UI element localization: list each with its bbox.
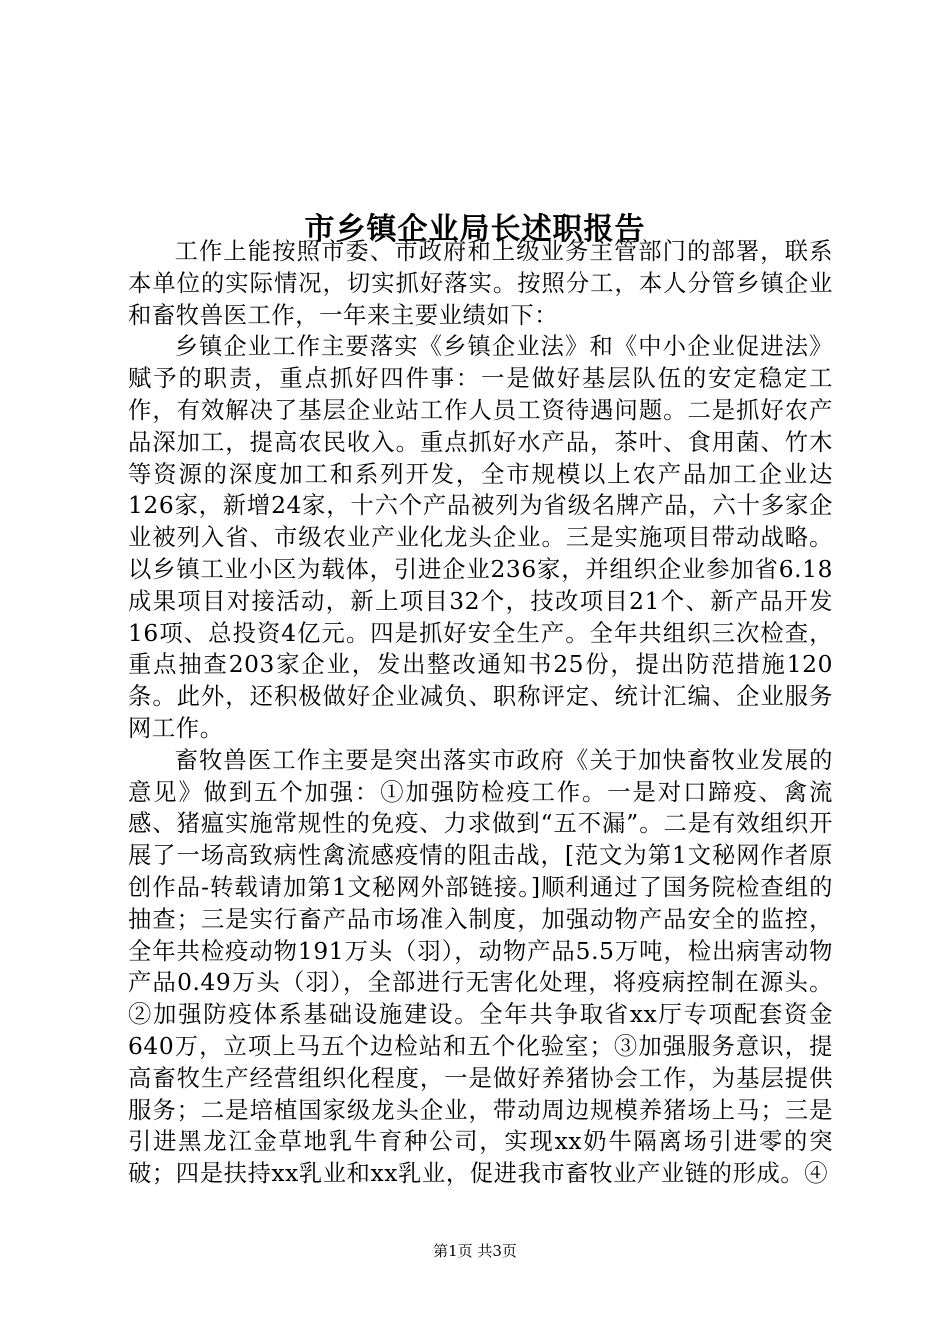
page-number-footer: 第1页 共3页 xyxy=(433,1242,517,1260)
paragraph-township-enterprise: 乡镇企业工作主要落实《乡镇企业法》和《中小企业促进法》赋予的职责，重点抓好四件事：一是做好基层队伍的安定稳定工作，有效解决了基层企业站工作人员工资待遇问题。二是抓好农产品深加工，提高农民收入。重点抓好水产品，茶叶、食用菌、竹木等资源的深度加工和系列开发，全市规模以上农产品加工企业达126家，新增24家，十六个产品被列为省级名牌产品，六十多家企业被列入省、市级农业产业化龙头企业。三是实施项目带动战略。以乡镇工业小区为载体，引进企业236家，并组织企业参加省6.18成果项目对接活动，新上项目32个，技改项目21个、新产品开发16项、总投资4亿元。四是抓好安全生产。全年共组织三次检查，重点抽查203家企业，发出整改通知书25份，提出防范措施120条。此外，还积极做好企业减负、职称评定、统计汇编、企业服务网工作。 xyxy=(128,333,833,742)
document-title: 市乡镇企业局长述职报告 xyxy=(304,212,646,248)
paragraph-intro: 工作上能按照市委、市政府和上级业务主管部门的部署，联系本单位的实际情况，切实抓好落实。按照分工，本人分管乡镇企业和畜牧兽医工作，一年来主要业绩如下： xyxy=(128,238,833,329)
document-body xyxy=(128,236,833,1190)
paragraph-animal-husbandry: 畜牧兽医工作主要是突出落实市政府《关于加快畜牧业发展的意见》做到五个加强：①加强防检疫工作。一是对口蹄疫、禽流感、猪瘟实施常规性的免疫、力求做到“五不漏”。二是有效组织开展了一场高致病性禽流感疫情的阻击战，[范文为第1文秘网作者原创作品-转载请加第1文秘网外部链接。]顺利通过了国务院检查组的抽查；三是实行畜产品市场准入制度，加强动物产品安全的监控，全年共检疫动物191万头（羽），动物产品5.5万吨，检出病害动物产品0.49万头（羽），全部进行无害化处理，将疫病控制在源头。②加强防疫体系基础设施建设。全年共争取省xx厅专项配套资金640万，立项上马五个边检站和五个化验室；③加强服务意识，提高畜牧生产经营组织化程度，一是做好养猪协会工作，为基层提供服务；二是培植国家级龙头企业，带动周边规模养猪场上马；三是引进黑龙江金草地乳牛育种公司，实现xx奶牛隔离场引进零的突破；四是扶持xx乳业和xx乳业，促进我市畜牧业产业链的形成。④ xyxy=(128,746,833,1188)
